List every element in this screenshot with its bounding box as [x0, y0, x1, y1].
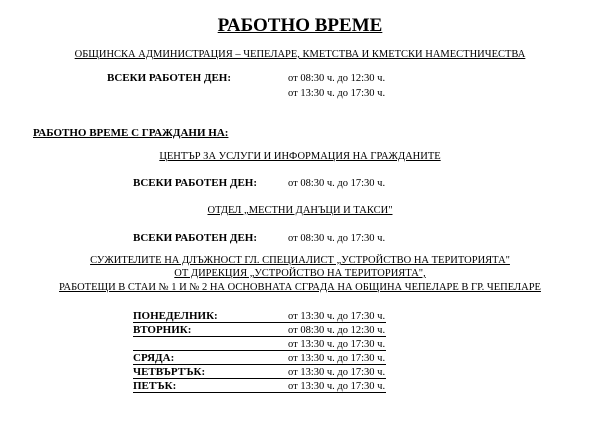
taxes-dept-heading: ОТДЕЛ „МЕСТНИ ДАНЪЦИ И ТАКСИ"	[207, 205, 393, 216]
taxes-dept-label: ВСЕКИ РАБОТЕН ДЕН:	[133, 232, 258, 244]
schedule-day-wednesday: СРЯДА:	[133, 352, 175, 364]
service-center-heading: ЦЕНТЪР ЗА УСЛУГИ И ИНФОРМАЦИЯ НА ГРАЖДАНИТЕ	[159, 151, 441, 162]
schedule-time-friday: от 13:30 ч. до 17:30 ч.	[288, 381, 386, 392]
administration-time-1: от 08:30 ч. до 12:30 ч.	[288, 73, 386, 84]
administration-time-2: от 13:30 ч. до 17:30 ч.	[288, 88, 386, 99]
page-title: РАБОТНО ВРЕМЕ	[217, 15, 383, 36]
administration-heading: ОБЩИНСКА АДМИНИСТРАЦИЯ – ЧЕПЕЛАРЕ, КМЕТСТВА И КМЕТСКИ НАМЕСТНИЧЕСТВА	[74, 49, 526, 60]
citizens-heading: РАБОТНО ВРЕМЕ С ГРАЖДАНИ НА:	[33, 127, 229, 139]
schedule-day-thursday: ЧЕТВЪРТЪК:	[133, 366, 206, 378]
schedule-time-monday: от 13:30 ч. до 17:30 ч.	[288, 311, 386, 322]
taxes-dept-time: от 08:30 ч. до 17:30 ч.	[288, 233, 386, 244]
schedule-time-tuesday-afternoon: от 13:30 ч. до 17:30 ч.	[288, 339, 386, 350]
territory-line-1: СУЖИТЕЛИТЕ НА ДЛЪЖНОСТ ГЛ. СПЕЦИАЛИСТ „УСТРОЙСТВО НА ТЕРИТОРИЯТА"	[90, 255, 510, 266]
schedule-day-friday: ПЕТЪК:	[133, 380, 177, 392]
schedule-time-wednesday: от 13:30 ч. до 17:30 ч.	[288, 353, 386, 364]
schedule-day-monday: ПОНЕДЕЛНИК:	[133, 310, 218, 322]
service-center-label: ВСЕКИ РАБОТЕН ДЕН:	[133, 177, 258, 189]
schedule-day-tuesday: ВТОРНИК:	[133, 324, 192, 336]
territory-line-3: РАБОТЕЩИ В СТАИ № 1 И № 2 НА ОСНОВНАТА СГРАДА НА ОБЩИНА ЧЕПЕЛАРЕ В ГР. ЧЕПЕЛАРЕ	[59, 282, 541, 293]
service-center-time: от 08:30 ч. до 17:30 ч.	[288, 178, 386, 189]
territory-line-2: ОТ ДИРЕКЦИЯ „УСТРОЙСТВО НА ТЕРИТОРИЯТА",	[174, 268, 426, 279]
administration-label: ВСЕКИ РАБОТЕН ДЕН:	[107, 72, 232, 84]
schedule-time-tuesday-morning: от 08:30 ч. до 12:30 ч.	[288, 325, 386, 336]
schedule-time-thursday: от 13:30 ч. до 17:30 ч.	[288, 367, 386, 378]
